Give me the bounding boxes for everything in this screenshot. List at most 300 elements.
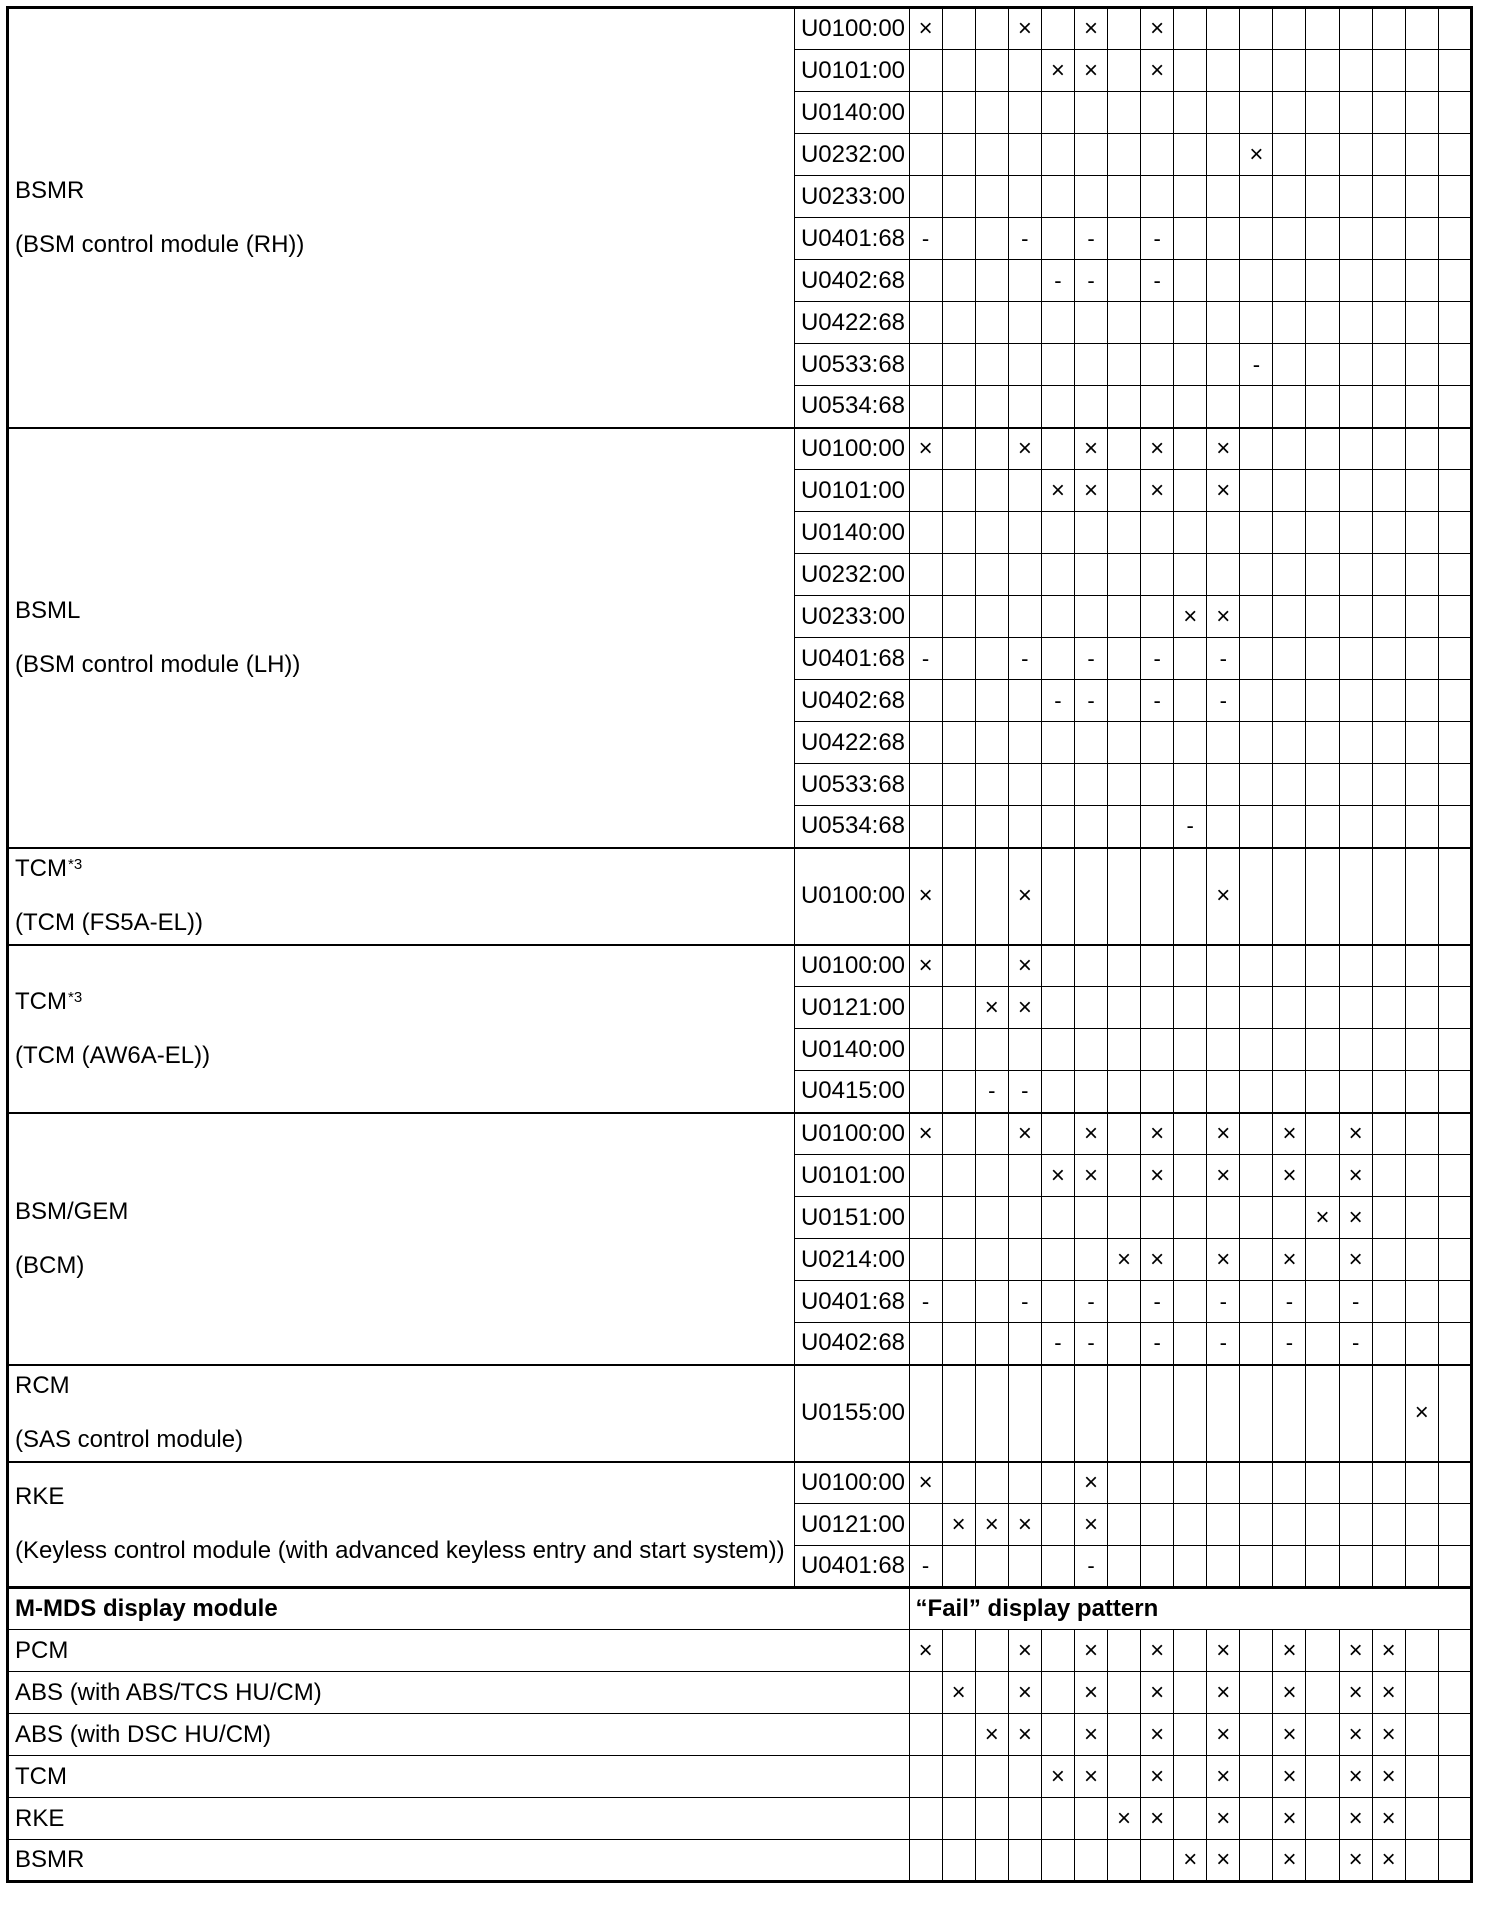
fail-mark: × (1207, 1672, 1240, 1714)
empty-cell (1438, 1672, 1471, 1714)
dtc-code: U0402:68 (794, 680, 909, 722)
empty-cell (1174, 176, 1207, 218)
empty-cell (1174, 1029, 1207, 1071)
empty-cell (1041, 302, 1074, 344)
empty-cell (1372, 134, 1405, 176)
empty-cell (1141, 344, 1174, 386)
empty-cell (1108, 722, 1141, 764)
empty-cell (1141, 134, 1174, 176)
empty-cell (1405, 945, 1438, 987)
empty-cell (1438, 722, 1471, 764)
fail-mark: × (1273, 1239, 1306, 1281)
empty-cell (1141, 596, 1174, 638)
empty-cell (1339, 50, 1372, 92)
dash-mark: - (1008, 638, 1041, 680)
empty-cell (1438, 302, 1471, 344)
module-name-text: BSML (15, 596, 81, 624)
fail-mark: × (909, 8, 942, 50)
empty-cell (975, 1672, 1008, 1714)
empty-cell (1008, 1546, 1041, 1588)
dtc-code: U0402:68 (794, 1323, 909, 1365)
fail-mark: × (1008, 1504, 1041, 1546)
fail-mark: × (1141, 8, 1174, 50)
empty-cell (1174, 134, 1207, 176)
empty-cell (1074, 722, 1107, 764)
empty-cell (1074, 806, 1107, 848)
empty-cell (942, 1546, 975, 1588)
empty-cell (1273, 554, 1306, 596)
empty-cell (1074, 1197, 1107, 1239)
display-header-row (8, 1588, 1472, 1630)
empty-cell (1372, 218, 1405, 260)
empty-cell (1438, 470, 1471, 512)
fail-mark: × (1372, 1714, 1405, 1756)
dash-mark: - (1074, 260, 1107, 302)
empty-cell (1074, 176, 1107, 218)
empty-cell (1141, 1365, 1174, 1462)
empty-cell (1008, 1239, 1041, 1281)
fail-mark: × (1074, 1504, 1107, 1546)
empty-cell (1438, 218, 1471, 260)
empty-cell (1108, 1672, 1141, 1714)
empty-cell (1041, 1029, 1074, 1071)
empty-cell (1240, 176, 1273, 218)
empty-cell (909, 260, 942, 302)
empty-cell (1339, 260, 1372, 302)
fail-mark: × (1041, 470, 1074, 512)
empty-cell (975, 1281, 1008, 1323)
empty-cell (1108, 428, 1141, 470)
empty-cell (1008, 176, 1041, 218)
empty-cell (1041, 1798, 1074, 1840)
empty-cell (1174, 1113, 1207, 1155)
empty-cell (1306, 50, 1339, 92)
empty-cell (1141, 1546, 1174, 1588)
empty-cell (942, 987, 975, 1029)
empty-cell (1405, 596, 1438, 638)
empty-cell (1306, 1840, 1339, 1882)
empty-cell (1074, 386, 1107, 428)
fail-mark: × (1240, 134, 1273, 176)
empty-cell (942, 1197, 975, 1239)
dtc-code: U0232:00 (794, 134, 909, 176)
empty-cell (1306, 428, 1339, 470)
empty-cell (1240, 1323, 1273, 1365)
dtc-code: U0140:00 (794, 1029, 909, 1071)
table-row (8, 1365, 1472, 1462)
fail-mark: × (1141, 1630, 1174, 1672)
fail-mark: × (1207, 1630, 1240, 1672)
fail-mark: × (909, 428, 942, 470)
dash-mark: - (1041, 680, 1074, 722)
dash-mark: - (1041, 1323, 1074, 1365)
dtc-code: U0140:00 (794, 92, 909, 134)
empty-cell (1240, 1197, 1273, 1239)
empty-cell (1240, 302, 1273, 344)
empty-cell (942, 1630, 975, 1672)
empty-cell (1240, 512, 1273, 554)
empty-cell (1339, 176, 1372, 218)
display-row (8, 1798, 1472, 1840)
empty-cell (1008, 470, 1041, 512)
empty-cell (1438, 1714, 1471, 1756)
empty-cell (1240, 1029, 1273, 1071)
empty-cell (942, 680, 975, 722)
empty-cell (1306, 1155, 1339, 1197)
empty-cell (909, 764, 942, 806)
empty-cell (942, 260, 975, 302)
fail-mark: × (1339, 1672, 1372, 1714)
empty-cell (909, 1197, 942, 1239)
empty-cell (1405, 1029, 1438, 1071)
empty-cell (1041, 344, 1074, 386)
empty-cell (1273, 764, 1306, 806)
empty-cell (1405, 1714, 1438, 1756)
empty-cell (942, 1323, 975, 1365)
empty-cell (1174, 1239, 1207, 1281)
empty-cell (1306, 806, 1339, 848)
empty-cell (1108, 1546, 1141, 1588)
module-name-text: BSM/GEM (15, 1197, 129, 1225)
empty-cell (1141, 848, 1174, 945)
empty-cell (1306, 1714, 1339, 1756)
fail-mark: × (909, 1113, 942, 1155)
empty-cell (1041, 848, 1074, 945)
fail-mark: × (942, 1504, 975, 1546)
empty-cell (1438, 1071, 1471, 1113)
empty-cell (1207, 512, 1240, 554)
empty-cell (1008, 92, 1041, 134)
empty-cell (1339, 92, 1372, 134)
empty-cell (1074, 134, 1107, 176)
empty-cell (1240, 1546, 1273, 1588)
empty-cell (1405, 987, 1438, 1029)
dtc-code: U0100:00 (794, 848, 909, 945)
fail-mark: × (1141, 428, 1174, 470)
empty-cell (1108, 260, 1141, 302)
empty-cell (1074, 596, 1107, 638)
empty-cell (1041, 176, 1074, 218)
module-name (15, 855, 794, 883)
empty-cell (1041, 92, 1074, 134)
empty-cell (942, 134, 975, 176)
empty-cell (1405, 554, 1438, 596)
fail-mark: × (1207, 1798, 1240, 1840)
empty-cell (1008, 1197, 1041, 1239)
fail-mark: × (1074, 1155, 1107, 1197)
empty-cell (975, 1365, 1008, 1462)
fail-mark: × (1207, 1714, 1240, 1756)
empty-cell (975, 848, 1008, 945)
fail-mark: × (1339, 1630, 1372, 1672)
module-description: (TCM (AW6A-EL)) (15, 1041, 211, 1069)
empty-cell (1207, 386, 1240, 428)
fail-mark: × (1141, 1155, 1174, 1197)
fail-mark: × (1207, 470, 1240, 512)
fail-mark: × (1339, 1714, 1372, 1756)
empty-cell (1174, 428, 1207, 470)
dash-mark: - (909, 638, 942, 680)
empty-cell (1438, 176, 1471, 218)
fail-mark: × (1273, 1672, 1306, 1714)
fail-mark: × (1074, 1113, 1107, 1155)
empty-cell (1339, 1504, 1372, 1546)
empty-cell (1141, 987, 1174, 1029)
module-name (15, 597, 794, 625)
empty-cell (1074, 554, 1107, 596)
empty-cell (1273, 302, 1306, 344)
module-name-text: RCM (15, 1372, 70, 1399)
table-body (8, 8, 1472, 1882)
empty-cell (1108, 1323, 1141, 1365)
empty-cell (1405, 1546, 1438, 1588)
empty-cell (1174, 512, 1207, 554)
empty-cell (1306, 344, 1339, 386)
fail-mark: × (1207, 1239, 1240, 1281)
empty-cell (1108, 1630, 1141, 1672)
empty-cell (1108, 218, 1141, 260)
empty-cell (1008, 1462, 1041, 1504)
empty-cell (1405, 1239, 1438, 1281)
empty-cell (1405, 176, 1438, 218)
empty-cell (975, 218, 1008, 260)
empty-cell (1438, 1197, 1471, 1239)
dtc-code: U0534:68 (794, 386, 909, 428)
empty-cell (1273, 848, 1306, 945)
empty-cell (1405, 722, 1438, 764)
empty-cell (942, 722, 975, 764)
empty-cell (1141, 1462, 1174, 1504)
empty-cell (1273, 680, 1306, 722)
empty-cell (1108, 50, 1141, 92)
empty-cell (1240, 722, 1273, 764)
empty-cell (975, 638, 1008, 680)
empty-cell (975, 1323, 1008, 1365)
fail-mark: × (1041, 1155, 1074, 1197)
empty-cell (909, 1504, 942, 1546)
empty-cell (1372, 1504, 1405, 1546)
empty-cell (975, 50, 1008, 92)
empty-cell (1372, 987, 1405, 1029)
empty-cell (1372, 806, 1405, 848)
dash-mark: - (1041, 260, 1074, 302)
empty-cell (1240, 945, 1273, 987)
dash-mark: - (1008, 1071, 1041, 1113)
empty-cell (1008, 722, 1041, 764)
empty-cell (1372, 1462, 1405, 1504)
empty-cell (1074, 945, 1107, 987)
empty-cell (1405, 1462, 1438, 1504)
fail-mark: × (1141, 1672, 1174, 1714)
empty-cell (975, 596, 1008, 638)
empty-cell (1041, 764, 1074, 806)
empty-cell (1240, 1798, 1273, 1840)
empty-cell (1372, 1546, 1405, 1588)
empty-cell (1240, 92, 1273, 134)
empty-cell (1041, 8, 1074, 50)
fail-mark: × (1306, 1197, 1339, 1239)
empty-cell (1074, 1239, 1107, 1281)
empty-cell (975, 1462, 1008, 1504)
empty-cell (909, 92, 942, 134)
empty-cell (942, 50, 975, 92)
empty-cell (1306, 1504, 1339, 1546)
empty-cell (1174, 50, 1207, 92)
fail-mark: × (975, 987, 1008, 1029)
empty-cell (1108, 806, 1141, 848)
empty-cell (942, 554, 975, 596)
dash-mark: - (1207, 1323, 1240, 1365)
empty-cell (1074, 1798, 1107, 1840)
empty-cell (1240, 638, 1273, 680)
empty-cell (1405, 260, 1438, 302)
table-row (8, 945, 1472, 987)
empty-cell (1438, 945, 1471, 987)
empty-cell (1041, 1504, 1074, 1546)
fail-mark: × (1041, 1756, 1074, 1798)
empty-cell (1141, 722, 1174, 764)
dash-mark: - (1074, 218, 1107, 260)
dtc-code: U0155:00 (794, 1365, 909, 1462)
fail-mark: × (1339, 1840, 1372, 1882)
empty-cell (1405, 1323, 1438, 1365)
empty-cell (1372, 302, 1405, 344)
module-description: (BCM) (15, 1251, 85, 1279)
empty-cell (1339, 638, 1372, 680)
empty-cell (1108, 1756, 1141, 1798)
module-cell (8, 8, 795, 428)
module-name-text: TCM (15, 987, 67, 1015)
empty-cell (1174, 1071, 1207, 1113)
empty-cell (909, 1672, 942, 1714)
empty-cell (1240, 554, 1273, 596)
empty-cell (1240, 987, 1273, 1029)
empty-cell (1438, 1756, 1471, 1798)
table-row (8, 428, 1472, 470)
empty-cell (1207, 176, 1240, 218)
empty-cell (1108, 134, 1141, 176)
fail-mark: × (909, 1462, 942, 1504)
empty-cell (1240, 260, 1273, 302)
empty-cell (1041, 1546, 1074, 1588)
empty-cell (1240, 470, 1273, 512)
empty-cell (1339, 302, 1372, 344)
fail-mark: × (1207, 1155, 1240, 1197)
empty-cell (1141, 806, 1174, 848)
fail-mark: × (1074, 8, 1107, 50)
empty-cell (1372, 945, 1405, 987)
empty-cell (942, 1798, 975, 1840)
dash-mark: - (1074, 638, 1107, 680)
empty-cell (1405, 848, 1438, 945)
empty-cell (1339, 386, 1372, 428)
dash-mark: - (1008, 218, 1041, 260)
empty-cell (1405, 1071, 1438, 1113)
empty-cell (1438, 987, 1471, 1029)
empty-cell (909, 176, 942, 218)
empty-cell (909, 1155, 942, 1197)
empty-cell (1240, 1630, 1273, 1672)
dtc-code: U0101:00 (794, 50, 909, 92)
display-module-name: RKE (8, 1798, 910, 1840)
display-module-name: ABS (with DSC HU/CM) (8, 1714, 910, 1756)
empty-cell (1339, 1365, 1372, 1462)
empty-cell (975, 470, 1008, 512)
empty-cell (1405, 512, 1438, 554)
empty-cell (1207, 987, 1240, 1029)
empty-cell (1405, 302, 1438, 344)
module-name-text: TCM (15, 855, 67, 882)
empty-cell (1174, 945, 1207, 987)
empty-cell (1405, 1840, 1438, 1882)
dash-mark: - (1174, 806, 1207, 848)
empty-cell (1273, 596, 1306, 638)
fail-mark: × (1008, 987, 1041, 1029)
empty-cell (1405, 806, 1438, 848)
empty-cell (1240, 1113, 1273, 1155)
empty-cell (1008, 1029, 1041, 1071)
empty-cell (909, 1071, 942, 1113)
empty-cell (909, 1798, 942, 1840)
empty-cell (975, 1197, 1008, 1239)
empty-cell (1273, 8, 1306, 50)
empty-cell (1174, 1504, 1207, 1546)
empty-cell (1174, 1155, 1207, 1197)
table-row (8, 8, 1472, 50)
empty-cell (1438, 1155, 1471, 1197)
empty-cell (975, 302, 1008, 344)
empty-cell (1108, 1155, 1141, 1197)
empty-cell (1041, 1630, 1074, 1672)
fail-mark: × (1372, 1756, 1405, 1798)
module-name (15, 1372, 794, 1400)
empty-cell (1108, 512, 1141, 554)
fail-mark: × (1273, 1155, 1306, 1197)
empty-cell (1438, 1462, 1471, 1504)
empty-cell (909, 344, 942, 386)
empty-cell (1273, 176, 1306, 218)
empty-cell (1207, 134, 1240, 176)
module-description: (Keyless control module (with advanced keyless entry and start system)) (15, 1537, 785, 1565)
empty-cell (1174, 1462, 1207, 1504)
empty-cell (1339, 764, 1372, 806)
empty-cell (909, 1365, 942, 1462)
empty-cell (1372, 344, 1405, 386)
empty-cell (1074, 302, 1107, 344)
empty-cell (1306, 1281, 1339, 1323)
fail-mark: × (1008, 1630, 1041, 1672)
empty-cell (1372, 1239, 1405, 1281)
empty-cell (1240, 1365, 1273, 1462)
empty-cell (942, 1756, 975, 1798)
empty-cell (1174, 8, 1207, 50)
empty-cell (1008, 1840, 1041, 1882)
empty-cell (1141, 176, 1174, 218)
empty-cell (1306, 1323, 1339, 1365)
empty-cell (1438, 8, 1471, 50)
empty-cell (1041, 596, 1074, 638)
empty-cell (975, 806, 1008, 848)
dtc-fail-pattern-sheet (6, 6, 1473, 1883)
empty-cell (1306, 302, 1339, 344)
empty-cell (1273, 1029, 1306, 1071)
dtc-code: U0422:68 (794, 722, 909, 764)
empty-cell (1339, 428, 1372, 470)
empty-cell (1008, 512, 1041, 554)
empty-cell (975, 722, 1008, 764)
empty-cell (1438, 92, 1471, 134)
empty-cell (1240, 596, 1273, 638)
